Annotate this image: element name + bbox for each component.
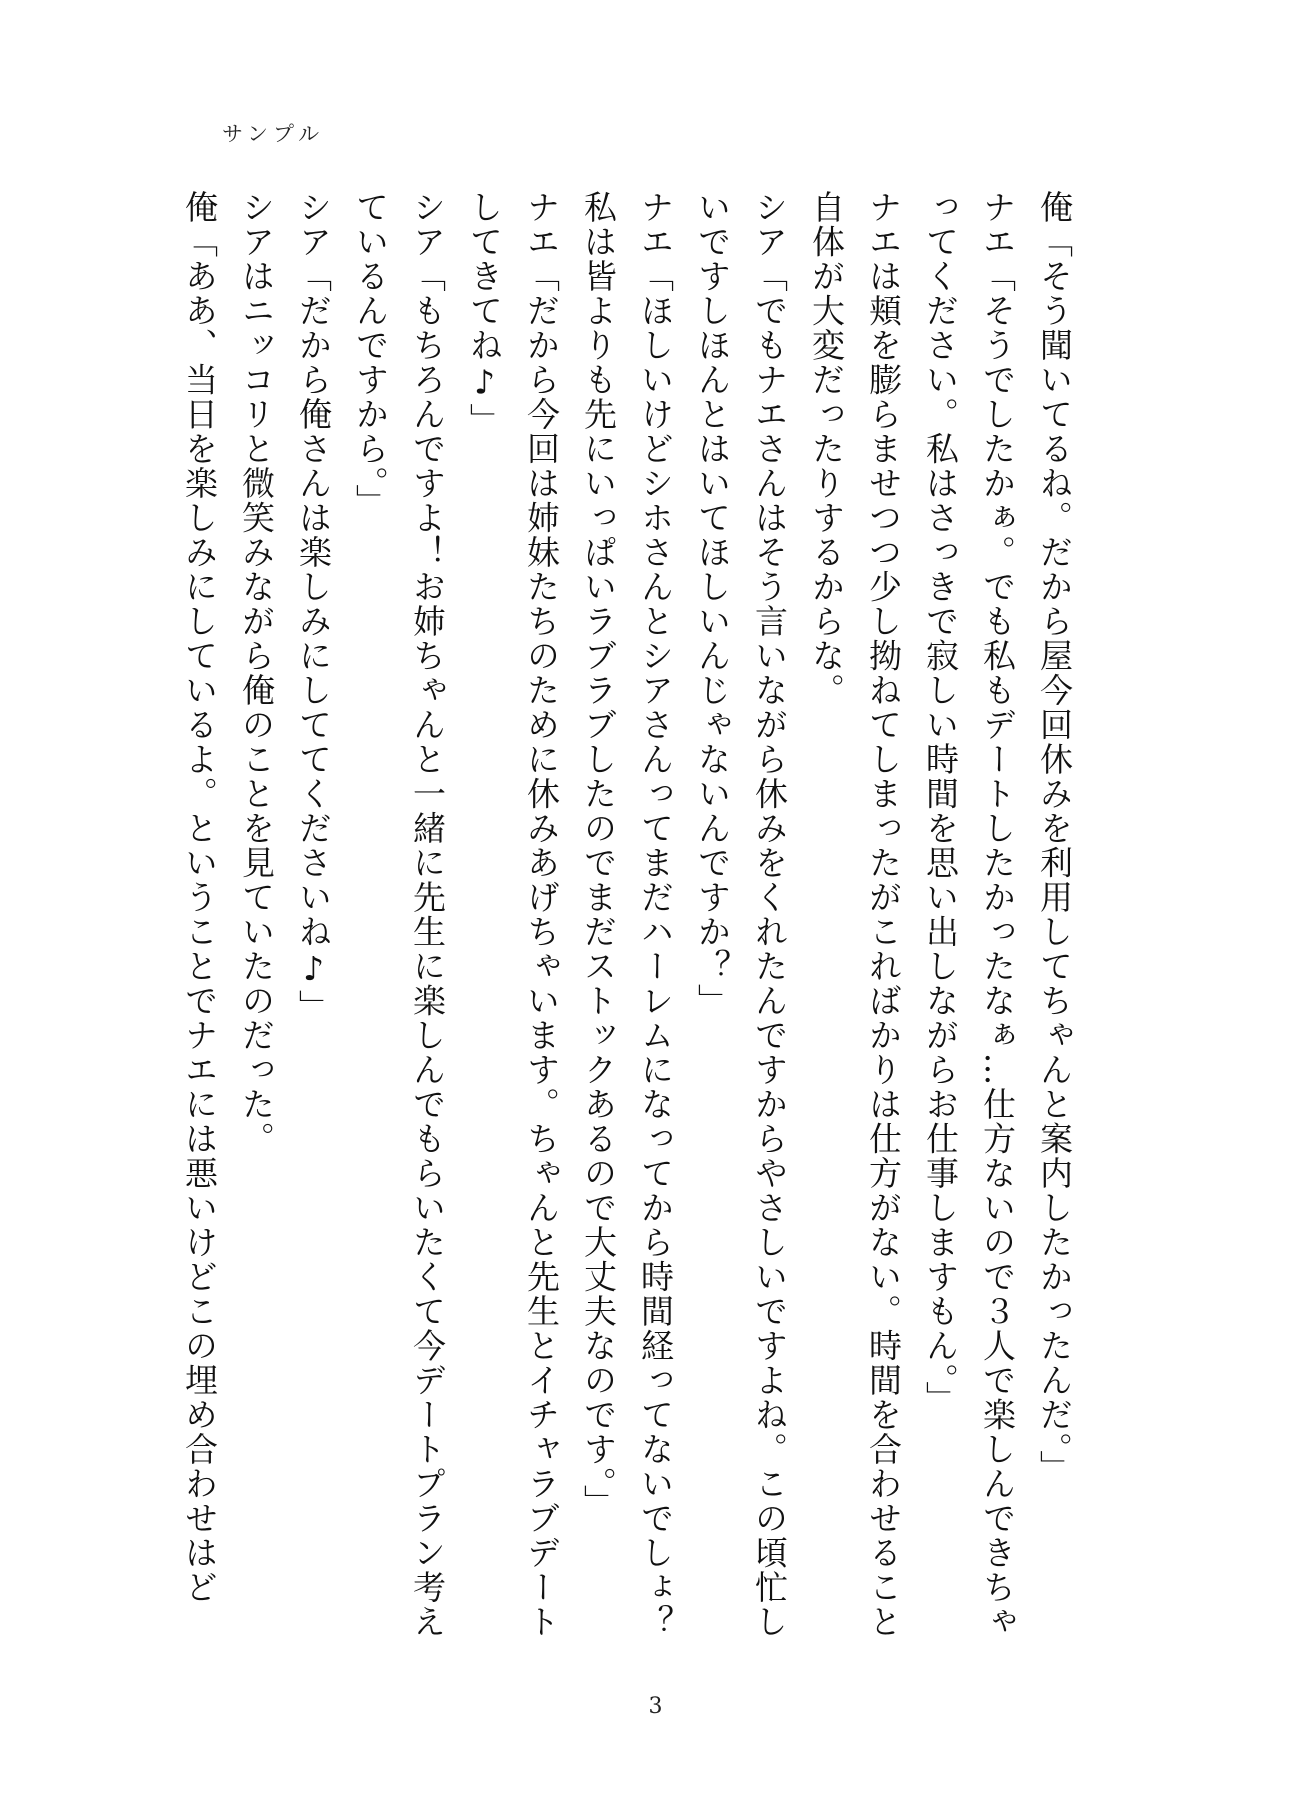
text-line: シアはニッコリと微笑みながら俺のことを見ていたのだった。 [237, 190, 276, 1156]
vertical-text-body [180, 190, 1083, 1640]
text-line: シア「もちろんですよ！お姉ちゃんと一緒に先生に楽しんでもらいたくて今デートプラン考えているんですから。」 [351, 190, 447, 1639]
text-line: ナエは頬を膨らませつつ少し拗ねてしまったがこればかりは仕方がない。時間を合わせること自体が大変だったりするからな。 [807, 190, 903, 1639]
text-line: 俺「ああ、当日を楽しみにしているよ。ということでナエには悪いけどこの埋め合わせはど [180, 190, 219, 1605]
text-line: ナエ「そうでしたかぁ。でも私もデートしたかったなぁ…仕方ないので３人で楽しんできちゃってください。私はさっきで寂しい時間を思い出しながらお仕事しますもん。」 [921, 190, 1017, 1639]
text-line: シア「だから俺さんは楽しみにしててくださいね♪」 [294, 190, 333, 1024]
page-number: 3 [648, 1694, 663, 1719]
running-header: サンプル [222, 122, 325, 146]
text-line: 俺「そう聞いてるね。だから屋今回休みを利用してちゃんと案内したかったんだ。」 [1035, 190, 1074, 1485]
text-line: シア「でもナエさんはそう言いながら休みをくれたんですからやさしいですよね。この頃忙しいですしほんとはいてほしいんじゃないんですか？」 [693, 190, 789, 1639]
text-line: ナエ「ほしいけどシホさんとシアさんってまだハーレムになってから時間経ってないでしょ？私は皆よりも先にいっぱいラブラブしたのでまだストックあるので大丈夫なのです。」 [579, 190, 675, 1639]
text-line: ナエ「だから今回は姉妹たちのために休みあげちゃいます。ちゃんと先生とイチャラブデートしてきてね♪」 [465, 190, 561, 1639]
